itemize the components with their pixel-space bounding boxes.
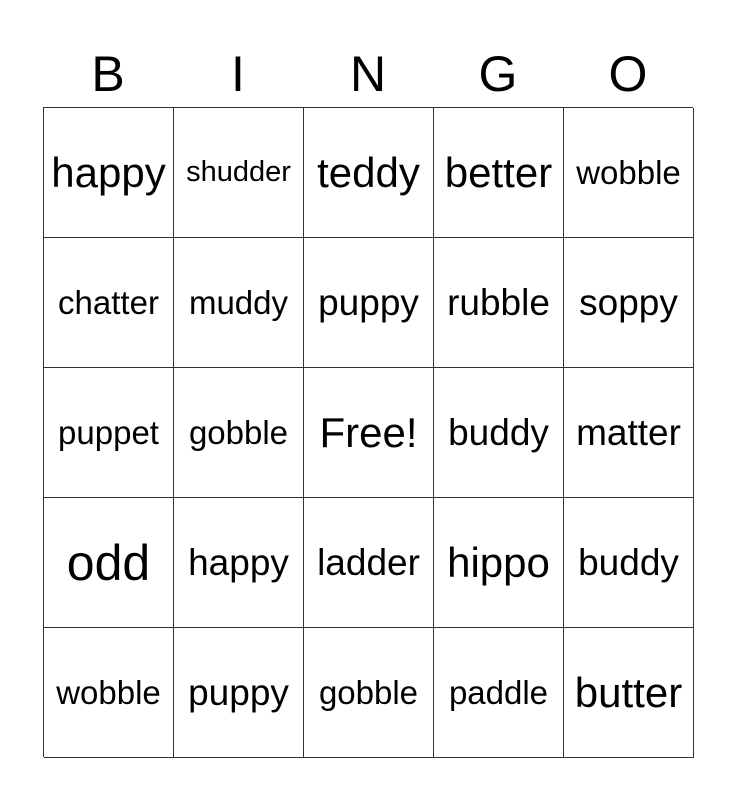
bingo-cell: rubble xyxy=(434,238,564,368)
free-space-cell: Free! xyxy=(304,368,434,498)
bingo-board xyxy=(43,107,693,757)
bingo-cell: butter xyxy=(564,628,694,758)
bingo-cell: odd xyxy=(44,498,174,628)
bingo-cell: wobble xyxy=(44,628,174,758)
header-letter-n: N xyxy=(349,46,387,102)
bingo-cell: puppy xyxy=(304,238,434,368)
bingo-cell: matter xyxy=(564,368,694,498)
bingo-cell: buddy xyxy=(434,368,564,498)
bingo-cell: paddle xyxy=(434,628,564,758)
bingo-header xyxy=(43,40,693,108)
bingo-cell: gobble xyxy=(304,628,434,758)
bingo-cell: happy xyxy=(44,108,174,238)
bingo-cell: soppy xyxy=(564,238,694,368)
bingo-cell: teddy xyxy=(304,108,434,238)
bingo-cell: happy xyxy=(174,498,304,628)
header-letter-i: I xyxy=(231,46,245,102)
header-letter-b: B xyxy=(91,46,125,102)
bingo-cell: chatter xyxy=(44,238,174,368)
header-letter-o: O xyxy=(608,46,648,102)
bingo-cell: muddy xyxy=(174,238,304,368)
bingo-cell: buddy xyxy=(564,498,694,628)
bingo-cell: wobble xyxy=(564,108,694,238)
bingo-cell: ladder xyxy=(304,498,434,628)
bingo-cell: puppet xyxy=(44,368,174,498)
bingo-cell: hippo xyxy=(434,498,564,628)
bingo-cell: better xyxy=(434,108,564,238)
header-letter-g: G xyxy=(478,46,518,102)
bingo-cell: shudder xyxy=(174,108,304,238)
bingo-cell: puppy xyxy=(174,628,304,758)
bingo-cell: gobble xyxy=(174,368,304,498)
